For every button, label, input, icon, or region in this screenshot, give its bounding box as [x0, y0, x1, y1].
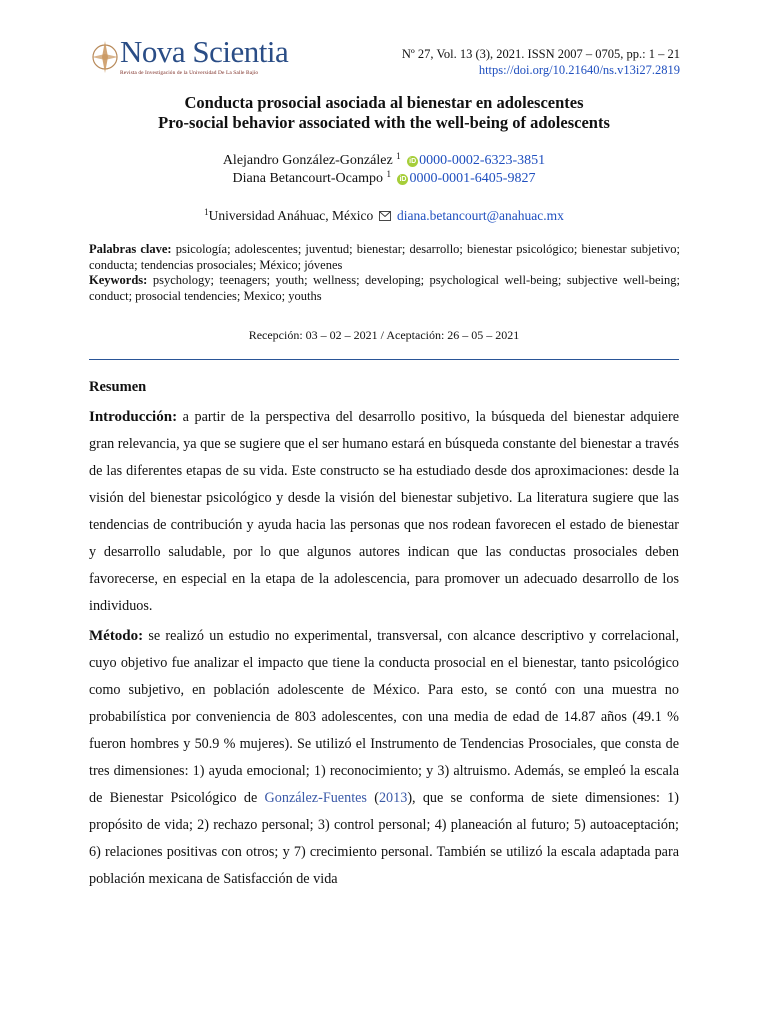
keywords-es-text: psicología; adolescentes; juventud; bienestar; desarrollo; bienestar psicológico; bienestar subjetivo; conducta; tendencias prosociales; México; jóvenes — [89, 242, 680, 272]
keywords-es-label: Palabras clave: — [89, 242, 172, 256]
author-row — [0, 170, 768, 188]
method-label: Método: — [89, 628, 144, 644]
intro-text: a partir de la perspectiva del desarrollo positivo, la búsqueda del bienestar adquiere gran relevancia, ya que se sugiere que el ser humano estará en búsqueda constante del bienestar a través de las diferentes etapas de su vida. Este constructo se ha estudiado desde dos aproximaciones: desde la visión del bienestar psicológico y desde la visión del bienestar subjetivo. La literatura sugiere que las tendencias de contribución y ayuda hacia las personas que nos rodean favorecen el estado de bienestar y desarrollo saludable, por lo que algunos autores indican que las conductas prosociales deben favorecerse, en especial en la etapa de la adolescencia, para promover un adecuado desarrollo de los individuos. — [89, 409, 679, 614]
keywords-en-text: psychology; teenagers; youth; wellness; developing; psychological well-being; subjective well-being; conduct; prosocial tendencies; Mexico; youths — [89, 273, 681, 303]
keywords-en-label: Keywords: — [89, 273, 148, 287]
citation-year-link[interactable]: 2013 — [378, 790, 408, 806]
orcid-icon[interactable]: iD — [399, 176, 407, 183]
abstract-method-paragraph: Método: se realizó un estudio no experimental, transversal, con alcance descriptivo y correlacional, cuyo objetivo fue analizar el impacto que tiene la conducta prosocial en el bienestar, tanto psicológico como subjetivo, en población adolescente de México. Para esto, se contó con una muestra no probabilística por conveniencia de 803 adolescentes, con una media de edad de 14.87 años (49.1 % fueron hombres y 50.9 % mujeres). Se utilizó el Instrumento de Tendencias Prosociales, que consta de tres dimensiones: 1) ayuda emocional; 1) reconocimiento; y 3) altruismo. Además, se empleó la escala de Bienestar Psicológico de González-Fuentes (2013), que se conforma de siete dimensiones: 1) propósito de vida; 2) rechazo personal; 3) control personal; 4) planeación al futuro; 5) autoaceptación; 6) relaciones positivas con otros; y 7) crecimiento personal. También se utilizó la escala adaptada para población mexicana de Satisfacción de vida — [89, 628, 679, 887]
abstract-body — [89, 404, 679, 896]
issue-line: Nº 27, Vol. 13 (3), 2021. ISSN 2007 – 0705, pp.: 1 – 21 — [401, 47, 680, 61]
section-heading-resumen: Resumen — [89, 379, 147, 395]
affiliation — [0, 207, 768, 225]
author-name: Diana Betancourt-Ocampo — [232, 171, 383, 186]
keywords-english — [89, 273, 680, 304]
author-name: Alejandro González-González — [222, 153, 393, 168]
author-affil-sup: 1 — [396, 151, 401, 161]
reception-dates: Recepción: 03 – 02 – 2021 / Aceptación: 26 – 05 – 2021 — [248, 328, 520, 342]
issue-meta — [402, 46, 680, 78]
title-english: Pro-social behavior associated with the well-being of adolescents — [158, 113, 610, 132]
keywords-block — [89, 242, 680, 304]
journal-logo — [90, 34, 320, 84]
abstract-intro-paragraph — [89, 404, 679, 620]
journal-subtitle: Revista de Investigación de la Universidad De La Salle Bajío — [120, 70, 259, 76]
envelope-icon — [379, 211, 391, 221]
method-text-1: se realizó un estudio no experimental, transversal, con alcance descriptivo y correlacional, cuyo objetivo fue analizar el impacto que tiene la conducta prosocial en el bienestar, tanto psicológico como subjetivo, en población adolescente de México. Para esto, se contó con una muestra no probabilística por conveniencia de 803 adolescentes, con una media de edad de 14.87 años (49.1 % fueron hombres y 50.9 % mujeres). Se utilizó el Instrumento de Tendencias Prosociales, que consta de tres dimensiones: 1) ayuda emocional; 1) reconocimiento; y 3) altruismo. Además, se empleó la escala de Bienestar Psicológico de — [89, 628, 679, 806]
author-list — [0, 152, 768, 188]
divider — [89, 359, 679, 360]
article-titles — [0, 93, 768, 133]
orcid-icon[interactable]: iD — [409, 158, 417, 165]
compass-rose-icon — [90, 37, 120, 77]
keywords-spanish — [89, 242, 680, 273]
email-link[interactable]: diana.betancourt@anahuac.mx — [396, 208, 564, 223]
title-spanish: Conducta prosocial asociada al bienestar en adolescentes — [184, 93, 584, 112]
affil-sup: 1 — [204, 207, 209, 217]
method-text-2: , que se conforma de siete dimensiones: 1) propósito de vida; 2) rechazo personal; 3) control personal; 4) planeación al futuro; 5) autoaceptación; 6) relaciones positivas con otros; y 7) crecimiento personal. También se utilizó la escala adaptada para población mexicana de Satisfacción de vida — [89, 790, 679, 887]
author-row — [0, 152, 768, 170]
orcid-link[interactable]: 0000-0001-6405-9827 — [409, 171, 536, 186]
citation-link[interactable]: González-Fuentes — [264, 790, 367, 806]
intro-label: Introducción: — [89, 409, 178, 425]
affil-name: Universidad Anáhuac, México — [208, 208, 374, 223]
orcid-link[interactable]: 0000-0002-6323-3851 — [419, 153, 546, 168]
author-affil-sup: 1 — [386, 169, 391, 179]
journal-name: Nova Scientia — [120, 34, 289, 69]
doi-link[interactable]: https://doi.org/10.21640/ns.v13i27.2819 — [478, 63, 680, 77]
